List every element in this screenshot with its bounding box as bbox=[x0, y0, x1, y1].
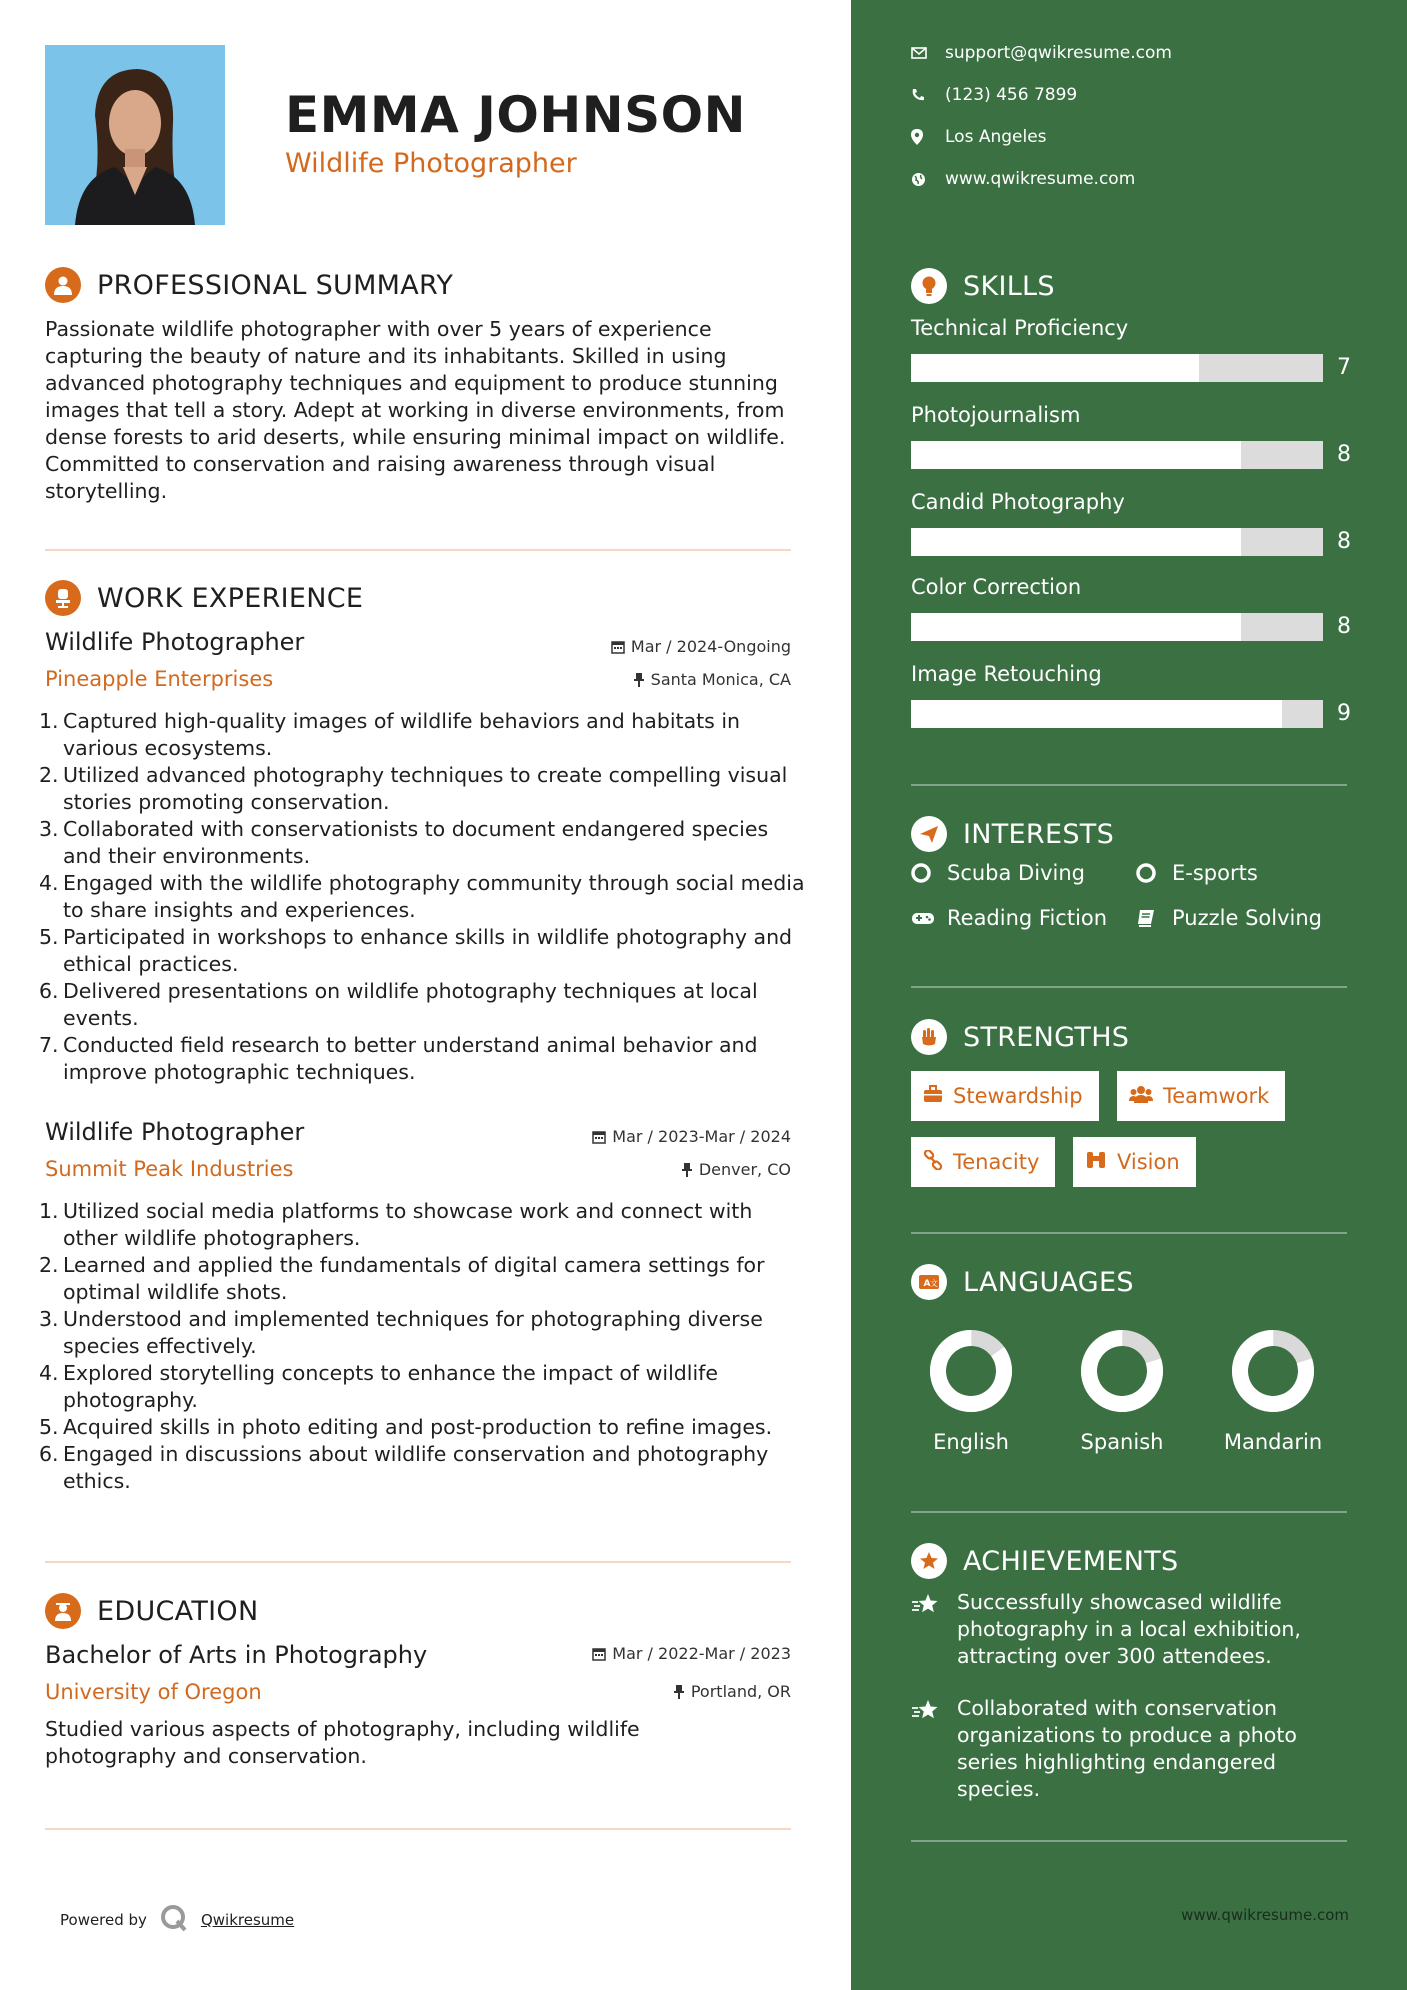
skill-bar bbox=[911, 354, 1323, 382]
job-location-text: Santa Monica, CA bbox=[650, 670, 791, 689]
strength-chip: Vision bbox=[1073, 1137, 1196, 1187]
skill-label: Photojournalism bbox=[911, 403, 1081, 427]
strength-chip: Teamwork bbox=[1117, 1071, 1285, 1121]
pin-icon bbox=[681, 1162, 693, 1181]
interest-item: Scuba Diving bbox=[911, 861, 1085, 885]
skill-value: 8 bbox=[1337, 614, 1351, 639]
job-duties bbox=[39, 708, 805, 1086]
chair-icon bbox=[45, 580, 81, 616]
divider bbox=[911, 784, 1347, 786]
skill-bar bbox=[911, 441, 1323, 469]
education-date bbox=[491, 1644, 791, 1665]
experience-heading bbox=[45, 580, 363, 616]
phone-icon bbox=[911, 88, 945, 102]
skill-value: 8 bbox=[1337, 442, 1351, 467]
lightbulb-icon bbox=[911, 268, 947, 304]
interests-title: INTERESTS bbox=[963, 818, 1115, 850]
job-location-text: Denver, CO bbox=[698, 1160, 791, 1179]
skill-bar-fill bbox=[911, 354, 1199, 382]
profile-photo bbox=[45, 45, 225, 225]
calendar-icon bbox=[611, 639, 625, 658]
achievements-heading bbox=[911, 1543, 1179, 1579]
contact-location bbox=[911, 127, 1047, 147]
school-name: University of Oregon bbox=[45, 1680, 262, 1704]
achievement-item bbox=[911, 1695, 1351, 1803]
achievement-item bbox=[911, 1589, 1351, 1670]
list-item: 6. Delivered presentations on wildlife photography techniques at local events. bbox=[39, 979, 758, 1030]
language-donut-fill bbox=[1231, 1329, 1314, 1412]
skill-bar-fill bbox=[911, 441, 1241, 469]
life-ring-icon bbox=[911, 863, 947, 883]
list-item: 7. Conducted field research to better understand animal behavior and improve photographic techniques. bbox=[39, 1033, 758, 1084]
interest-item: E-sports bbox=[1136, 861, 1258, 885]
qwikresume-logo-icon bbox=[159, 1903, 189, 1937]
skill-bar-fill bbox=[911, 613, 1241, 641]
book-icon bbox=[1136, 908, 1172, 928]
achievements-title: ACHIEVEMENTS bbox=[963, 1545, 1179, 1577]
list-item: 4. Explored storytelling concepts to enhance the impact of wildlife photography. bbox=[39, 1361, 719, 1412]
divider bbox=[911, 986, 1347, 988]
svg-text:A: A bbox=[923, 1279, 931, 1289]
graduate-icon bbox=[45, 1593, 81, 1629]
divider bbox=[911, 1511, 1347, 1513]
strength-chip: Stewardship bbox=[911, 1071, 1099, 1121]
divider bbox=[45, 1828, 791, 1830]
contact-email bbox=[911, 43, 1172, 63]
life-ring-icon bbox=[1136, 863, 1172, 883]
language-donut-fill bbox=[926, 1326, 1016, 1416]
job-date-text: Mar / 2024-Ongoing bbox=[630, 637, 791, 656]
job-location bbox=[491, 1160, 791, 1181]
language-donut-fill bbox=[1080, 1329, 1163, 1412]
svg-text:文: 文 bbox=[930, 1279, 938, 1288]
translate-icon bbox=[911, 1264, 947, 1300]
job-date-text: Mar / 2023-Mar / 2024 bbox=[612, 1127, 791, 1146]
contact-website bbox=[911, 169, 1135, 189]
email-text[interactable]: support@qwikresume.com bbox=[945, 43, 1172, 63]
link-icon bbox=[923, 1150, 943, 1175]
job-company: Pineapple Enterprises bbox=[45, 667, 274, 691]
job-duties bbox=[39, 1198, 805, 1495]
language-label: English bbox=[933, 1430, 1009, 1454]
achievement-text: Successfully showcased wildlife photography in a local exhibition, attracting over 300 attendees. bbox=[957, 1590, 1301, 1668]
language-item bbox=[1057, 1326, 1187, 1454]
star-badge-icon bbox=[911, 1543, 947, 1579]
skill-bar-fill bbox=[911, 528, 1241, 556]
education-location bbox=[491, 1682, 791, 1703]
binoculars-icon bbox=[1085, 1150, 1107, 1175]
language-label: Mandarin bbox=[1223, 1430, 1323, 1454]
strengths-heading bbox=[911, 1019, 1129, 1055]
interests-heading bbox=[911, 816, 1114, 852]
job-title: Wildlife Photographer bbox=[45, 628, 305, 656]
candidate-name: EMMA JOHNSON bbox=[285, 86, 746, 144]
divider bbox=[45, 1561, 791, 1563]
list-item: 1. Captured high-quality images of wildlife behaviors and habitats in various ecosystems. bbox=[39, 709, 741, 760]
skill-bar bbox=[911, 700, 1323, 728]
gamepad-icon bbox=[911, 910, 947, 926]
list-item: 2. Utilized advanced photography techniques to create compelling visual stories promoting conservation. bbox=[39, 763, 788, 814]
list-item: 3. Understood and implemented techniques for photographing diverse species effectively. bbox=[39, 1307, 763, 1358]
phone-text: (123) 456 7899 bbox=[945, 85, 1078, 105]
sidebar bbox=[851, 0, 1407, 1990]
list-item: 5. Participated in workshops to enhance skills in wildlife photography and ethical practices. bbox=[39, 925, 793, 976]
briefcase-icon bbox=[923, 1084, 943, 1108]
summary-title: PROFESSIONAL SUMMARY bbox=[97, 269, 454, 301]
education-date-text: Mar / 2022-Mar / 2023 bbox=[612, 1644, 791, 1663]
location-text: Los Angeles bbox=[945, 127, 1047, 147]
language-item bbox=[906, 1326, 1036, 1454]
language-donut bbox=[926, 1326, 1016, 1416]
user-icon bbox=[45, 267, 81, 303]
job-title: Wildlife Photographer bbox=[45, 1118, 305, 1146]
achievement-text: Collaborated with conservation organizations to produce a photo series highlighting endangered species. bbox=[957, 1696, 1297, 1801]
skill-value: 9 bbox=[1337, 701, 1351, 726]
education-location-text: Portland, OR bbox=[690, 1682, 791, 1701]
pin-icon bbox=[673, 1684, 685, 1703]
skill-bar bbox=[911, 613, 1323, 641]
job-location bbox=[491, 670, 791, 691]
list-item: 6. Engaged in discussions about wildlife conservation and photography ethics. bbox=[39, 1442, 769, 1493]
education-text: Studied various aspects of photography, including wildlife photography and conservation. bbox=[45, 1717, 640, 1768]
interest-item: Puzzle Solving bbox=[1136, 906, 1322, 930]
hand-icon bbox=[911, 1019, 947, 1055]
calendar-icon bbox=[592, 1129, 606, 1148]
summary-heading bbox=[45, 267, 453, 303]
degree-title: Bachelor of Arts in Photography bbox=[45, 1641, 428, 1669]
globe-icon bbox=[911, 172, 945, 187]
strengths-title: STRENGTHS bbox=[963, 1021, 1130, 1053]
job-company: Summit Peak Industries bbox=[45, 1157, 294, 1181]
skill-label: Image Retouching bbox=[911, 662, 1102, 686]
skills-title: SKILLS bbox=[963, 270, 1055, 302]
languages-heading bbox=[911, 1264, 1134, 1300]
users-icon bbox=[1129, 1084, 1153, 1108]
list-item: 3. Collaborated with conservationists to document endangered species and their environments. bbox=[39, 817, 769, 868]
job-date bbox=[491, 637, 791, 658]
skill-label: Color Correction bbox=[911, 575, 1082, 599]
star-icon bbox=[911, 1695, 957, 1803]
education-title: EDUCATION bbox=[97, 1595, 259, 1627]
education-heading bbox=[45, 1593, 258, 1629]
skills-heading bbox=[911, 268, 1055, 304]
list-item: 2. Learned and applied the fundamentals of digital camera settings for optimal wildlife shots. bbox=[39, 1253, 765, 1304]
languages-title: LANGUAGES bbox=[963, 1266, 1134, 1298]
language-label: Spanish bbox=[1080, 1430, 1164, 1454]
summary-text: Passionate wildlife photographer with over 5 years of experience capturing the beauty of nature and its inhabitants. Skilled in using advanced photography techniques and equipment to produce stunning images that tell a story. Adept at working in diverse environments, from dense forests to arid deserts, while ensuring minimal impact on wildlife. Committed to conservation and raising awareness through visual storytelling. bbox=[45, 317, 786, 503]
language-donut bbox=[1228, 1326, 1318, 1416]
candidate-title: Wildlife Photographer bbox=[285, 148, 577, 179]
calendar-icon bbox=[592, 1646, 606, 1665]
footer-url[interactable]: www.qwikresume.com bbox=[1181, 1906, 1349, 1924]
skill-value: 7 bbox=[1337, 355, 1351, 380]
star-icon bbox=[911, 1589, 957, 1670]
skill-bar-fill bbox=[911, 700, 1282, 728]
qwikresume-link[interactable]: Qwikresume bbox=[200, 1911, 295, 1929]
skill-bar bbox=[911, 528, 1323, 556]
language-item bbox=[1208, 1326, 1338, 1454]
language-donut bbox=[1077, 1326, 1167, 1416]
list-item: 4. Engaged with the wildlife photography community through social media to share insights and experiences. bbox=[39, 871, 805, 922]
paper-plane-icon bbox=[911, 816, 947, 852]
experience-title: WORK EXPERIENCE bbox=[97, 582, 364, 614]
list-item: 1. Utilized social media platforms to showcase work and connect with other wildlife photographers. bbox=[39, 1199, 753, 1250]
powered-by bbox=[60, 1903, 294, 1937]
skill-label: Candid Photography bbox=[911, 490, 1125, 514]
pin-icon bbox=[633, 672, 645, 691]
skill-value: 8 bbox=[1337, 529, 1351, 554]
list-item: 5. Acquired skills in photo editing and post-production to refine images. bbox=[39, 1415, 773, 1439]
divider bbox=[911, 1840, 1347, 1842]
interest-item: Reading Fiction bbox=[911, 906, 1107, 930]
job-date bbox=[491, 1127, 791, 1148]
map-pin-icon bbox=[911, 129, 945, 145]
skill-label: Technical Proficiency bbox=[911, 316, 1129, 340]
envelope-icon bbox=[911, 47, 945, 59]
strength-chip: Tenacity bbox=[911, 1137, 1055, 1187]
contact-phone bbox=[911, 85, 1077, 105]
divider bbox=[911, 1232, 1347, 1234]
website-text[interactable]: www.qwikresume.com bbox=[945, 169, 1136, 189]
powered-by-label: Powered by bbox=[60, 1911, 147, 1929]
divider bbox=[45, 549, 791, 551]
